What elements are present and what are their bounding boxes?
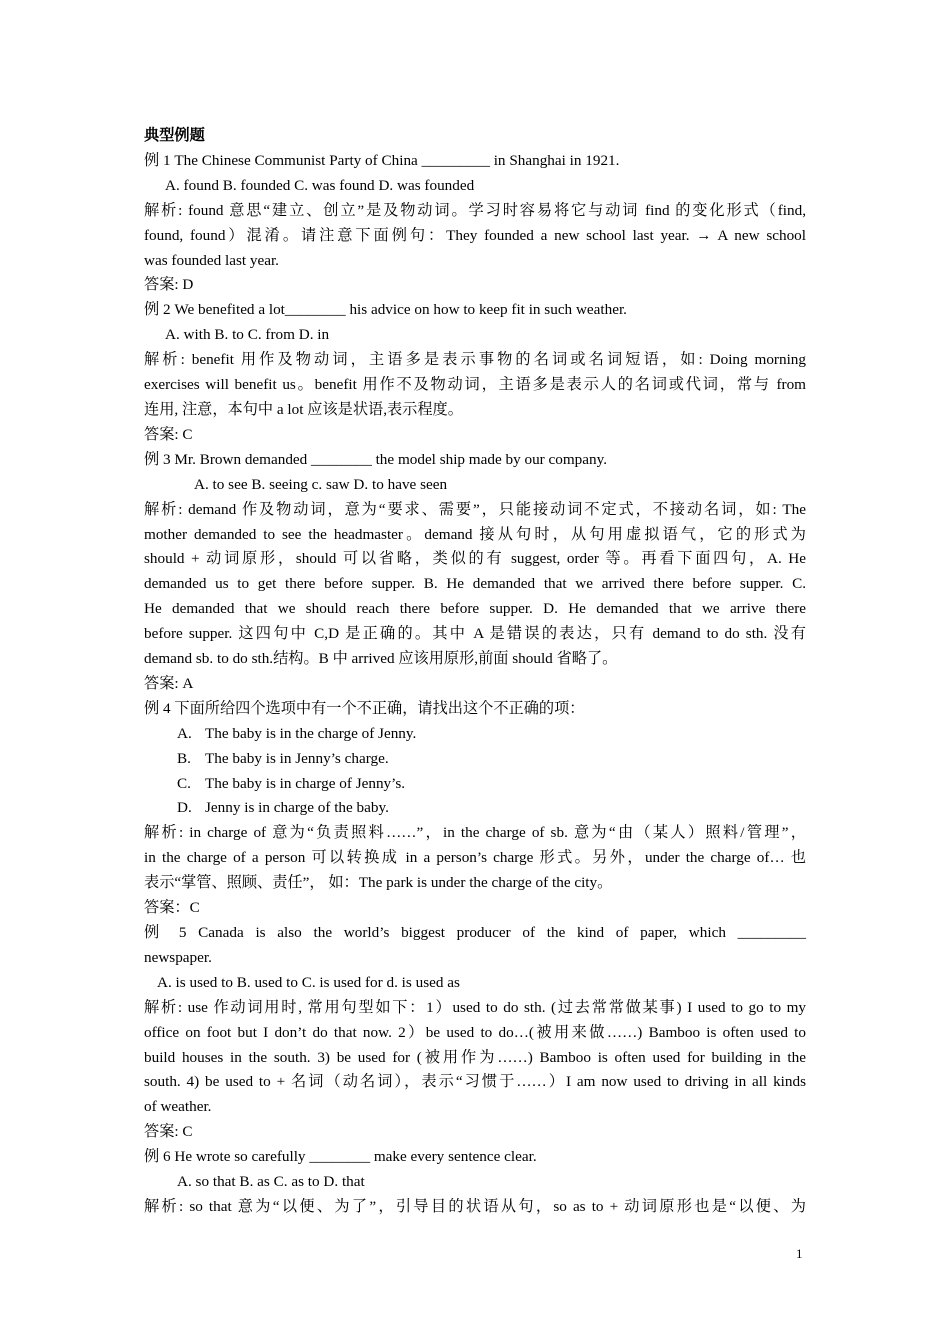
analysis-5-line: 解析: use 作动词用时, 常用句型如下：1）used to do sth. (过去常常做某事) I used to go to my [144,998,806,1016]
analysis-4-line: 表示“掌管、照顾、责任”， 如：The park is under the charge of the city。 [144,874,613,892]
question-2: 例 2 We benefited a lot________ his advice on how to keep fit in such weather. [144,301,627,319]
section-heading: 典型例题 [144,127,205,144]
option-letter: A. [177,724,192,742]
question-1-options: A. found B. founded C. was found D. was founded [165,176,475,194]
option-text: Jenny is in charge of the baby. [205,799,389,817]
question-4-option [144,747,806,772]
question-4-option [144,772,806,797]
option-text: The baby is in Jenny’s charge. [205,749,389,767]
question-6: 例 6 He wrote so carefully ________ make every sentence clear. [144,1148,537,1166]
analysis-3-line: should + 动词原形，should 可以省略，类似的有 suggest, order 等。再看下面四句，A. He [144,550,806,568]
option-text: The baby is in the charge of Jenny. [205,724,417,742]
analysis-2-line: exercises will benefit us。benefit 用作不及物动词，主语多是表示人的名词或代词，常与 from [144,376,806,394]
question-1: 例 1 The Chinese Communist Party of China _________ in Shanghai in 1921. [144,151,620,169]
analysis-5-line: build houses in the south. 3) be used for (被用作为……) Bamboo is often used for building in the [144,1048,806,1066]
page-number: 1 [796,1246,803,1261]
question-3-options: A. to see B. seeing c. saw D. to have seen [194,475,448,493]
answer-4: 答案：C [144,899,200,917]
option-letter: B. [177,749,191,767]
answer-2: 答案: C [144,425,193,443]
analysis-4-line: in the charge of a person 可以转换成 in a person’s charge 形式。另外，under the charge of… 也 [144,849,806,867]
analysis-2-line: 连用, 注意，本句中 a lot 应该是状语,表示程度。 [144,400,463,418]
analysis-5-line: office on foot but I don’t do that now. 2）be used to do…(被用来做……) Bamboo is often used to [144,1023,806,1041]
answer-5: 答案: C [144,1123,193,1141]
question-2-options: A. with B. to C. from D. in [165,326,330,344]
analysis-5-line: south. 4) be used to + 名词（动名词），表示“习惯于……）I am now used to driving in all kinds [144,1073,806,1091]
analysis-3-line: 解析: demand 作及物动词，意为“要求、需要”，只能接动词不定式，不接动名词，如: The [144,500,806,518]
analysis-1-line: 解析: found 意思“建立、创立”是及物动词。学习时容易将它与动词 find 的变化形式（find, [144,201,806,219]
question-5: 例 5 Canada is also the world’s biggest producer of the kind of paper, which _________ [144,924,806,941]
analysis-3-line: demanded us to get there before supper. B. He demanded that we arrived there before supper. C. [144,575,806,593]
analysis-4-line: 解析: in charge of 意为“负责照料……”，in the charge of sb. 意为“由（某人）照料/管理”， [144,824,806,842]
analysis-1-line: found, found）混淆。请注意下面例句：They founded a new school last year. → A new school [144,226,806,244]
question-5-options: A. is used to B. used to C. is used for d. is used as [157,973,460,991]
option-text: The baby is in charge of Jenny’s. [205,774,406,792]
question-4-option [144,796,806,821]
question-4: 例 4 下面所给四个选项中有一个不正确，请找出这个不正确的项： [144,699,585,717]
analysis-3-line: before supper. 这四句中 C,D 是正确的。其中 A 是错误的表达，只有 demand to do sth. 没有 [144,625,806,643]
analysis-3-line: mother demanded to see the headmaster。demand 接从句时，从句用虚拟语气，它的形式为 [144,525,806,543]
analysis-3-line: He demanded that we should reach there before supper. D. He demanded that we arrive there [144,600,806,618]
analysis-6-line: 解析: so that 意为“以便、为了”，引导目的状语从句，so as to + 动词原形也是“以便、为 [144,1197,806,1215]
answer-1: 答案: D [144,276,194,294]
page-content [144,124,806,1220]
analysis-5-line: of weather. [144,1098,212,1116]
option-letter: D. [177,799,192,817]
question-5: newspaper. [144,948,212,966]
analysis-3-line: demand sb. to do sth.结构。B 中 arrived 应该用原形,前面 should 省略了。 [144,650,618,668]
question-4-option [144,722,806,747]
option-letter: C. [177,774,191,792]
analysis-2-line: 解析: benefit 用作及物动词，主语多是表示事物的名词或名词短语，如: Doing morning [144,351,806,369]
question-3: 例 3 Mr. Brown demanded ________ the model ship made by our company. [144,450,608,468]
analysis-1-line: was founded last year. [144,251,279,269]
answer-3: 答案: A [144,674,194,692]
question-6-options: A. so that B. as C. as to D. that [177,1173,365,1191]
